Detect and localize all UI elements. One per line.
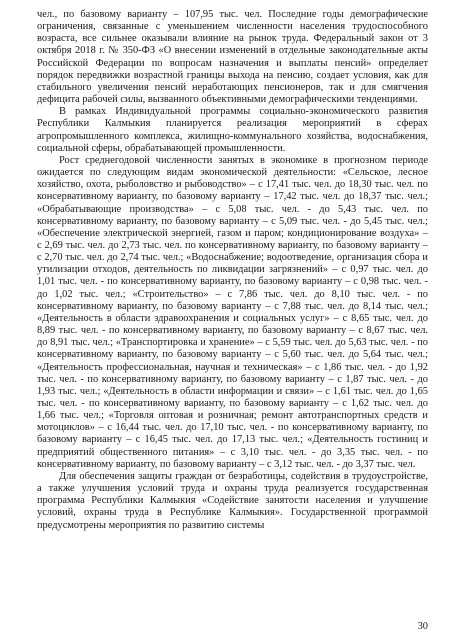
paragraph-individual-program: В рамках Индивидуальной программы социально-экономического развития Республики Калмыкия планируется реализация мероприятий в сферах агропромышленного комплекса, жилищно-коммунального хозяйства, водоснабжения, социальной сферы, обрабатывающей промышленности. (37, 106, 428, 154)
paragraph-pension-reform: чел., по базовому варианту – 107,95 тыс. чел. Последние годы демографические ограничения, связанные с уменьшением численности населения трудоспособного возраста, все сильнее оказывали влияние на рынок труда. Федеральный закон от 3 октября 2018 г. № 350-ФЗ «О внесении изменений в отдельные законодательные акты Российской Федерации по вопросам назначения и выплаты пенсий» определяет порядок передвижки возрастной границы выхода на пенсию, создает условия, как для стабильного увеличения пенсий неработающих пенсионеров, так и для смягчения дефицита рабочей силы, вызванного объективными демографическими тенденциями. (37, 9, 428, 106)
document-body (37, 9, 428, 532)
paragraph-unemployment-protection: Для обеспечения защиты граждан от безработицы, содействия в трудоустройстве, а также улучшения условий труда и охраны труда реализуется государственная программа Республики Калмыкия «Содействие занятости населения и улучшение условий, охраны труда в Республике Калмыкия». Государственной программой предусмотрены мероприятия по развитию системы (37, 470, 428, 531)
page-number: 30 (417, 621, 428, 632)
paragraph-employment-growth: Рост среднегодовой численности занятых в экономике в прогнозном периоде ожидается по следующим видам экономической деятельности: «Сельское, лесное хозяйство, охота, рыболовство и рыбоводство» – с 17,41 тыс. чел. до 18,30 тыс. чел. по консервативному варианту, по базовому варианту – 17,42 тыс. чел. до 18,37 тыс. чел.; «Обрабатывающие производства» – с 5,08 тыс. чел. - до 5,43 тыс. чел. по консервативному варианту, по базовому варианту – с 5,09 тыс. чел. - до 5,45 тыс. чел.; «Обеспечение электрической энергией, газом и паром; кондиционирование воздуха» – с 2,69 тыс. чел. до 2,73 тыс. чел. по консервативному варианту, по базовому варианту – с 2,70 тыс. чел. до 2,74 тыс. чел.; «Водоснабжение; водоотведение, организация сбора и утилизации отходов, деятельность по ликвидации загрязнений» – с 0,97 тыс. чел. до 1,01 тыс. чел. - по консервативному варианту, по базовому варианту – с 0,98 тыс. чел. - до 1,02 тыс. чел.; «Строительство» – с 7,86 тыс. чел. до 8,10 тыс. чел. - по консервативному варианту, по базовому варианту – с 7,88 тыс. чел. до 8,14 тыс. чел.; «Деятельность в области здравоохранения и социальных услуг» – с 8,65 тыс. чел. до 8,89 тыс. чел. - по консервативному варианту, по базовому варианту – с 8,67 тыс. чел. до 8,91 тыс. чел.; «Транспортировка и хранение» – с 5,59 тыс. чел. до 5,63 тыс. чел. - по консервативному варианту, по базовому варианту – с 5,60 тыс. чел. до 5,64 тыс. чел.; «Деятельность профессиональная, научная и техническая» – с 1,86 тыс. чел. - до 1,92 тыс. чел. - по консервативному варианту, по базовому варианту – с 1,87 тыс. чел. - до 1,93 тыс. чел.; «Деятельность в области информации и связи» – с 1,61 тыс. чел. до 1,65 тыс. чел. - по консервативному варианту, по базовому варианту – с 1,62 тыс. чел. до 1,66 тыс. чел.; «Торговля оптовая и розничная; ремонт автотранспортных средств и мотоциклов» – с 16,44 тыс. чел. до 17,10 тыс. чел. - по консервативному варианту, по базовому варианту – с 16,45 тыс. чел. до 17,13 тыс. чел.; «Деятельность гостиниц и предприятий общественного питания» – с 3,10 тыс. чел. - до 3,35 тыс. чел. - по консервативному варианту, по базовому варианту – с 3,12 тыс. чел. - до 3,37 тыс. чел. (37, 154, 428, 470)
